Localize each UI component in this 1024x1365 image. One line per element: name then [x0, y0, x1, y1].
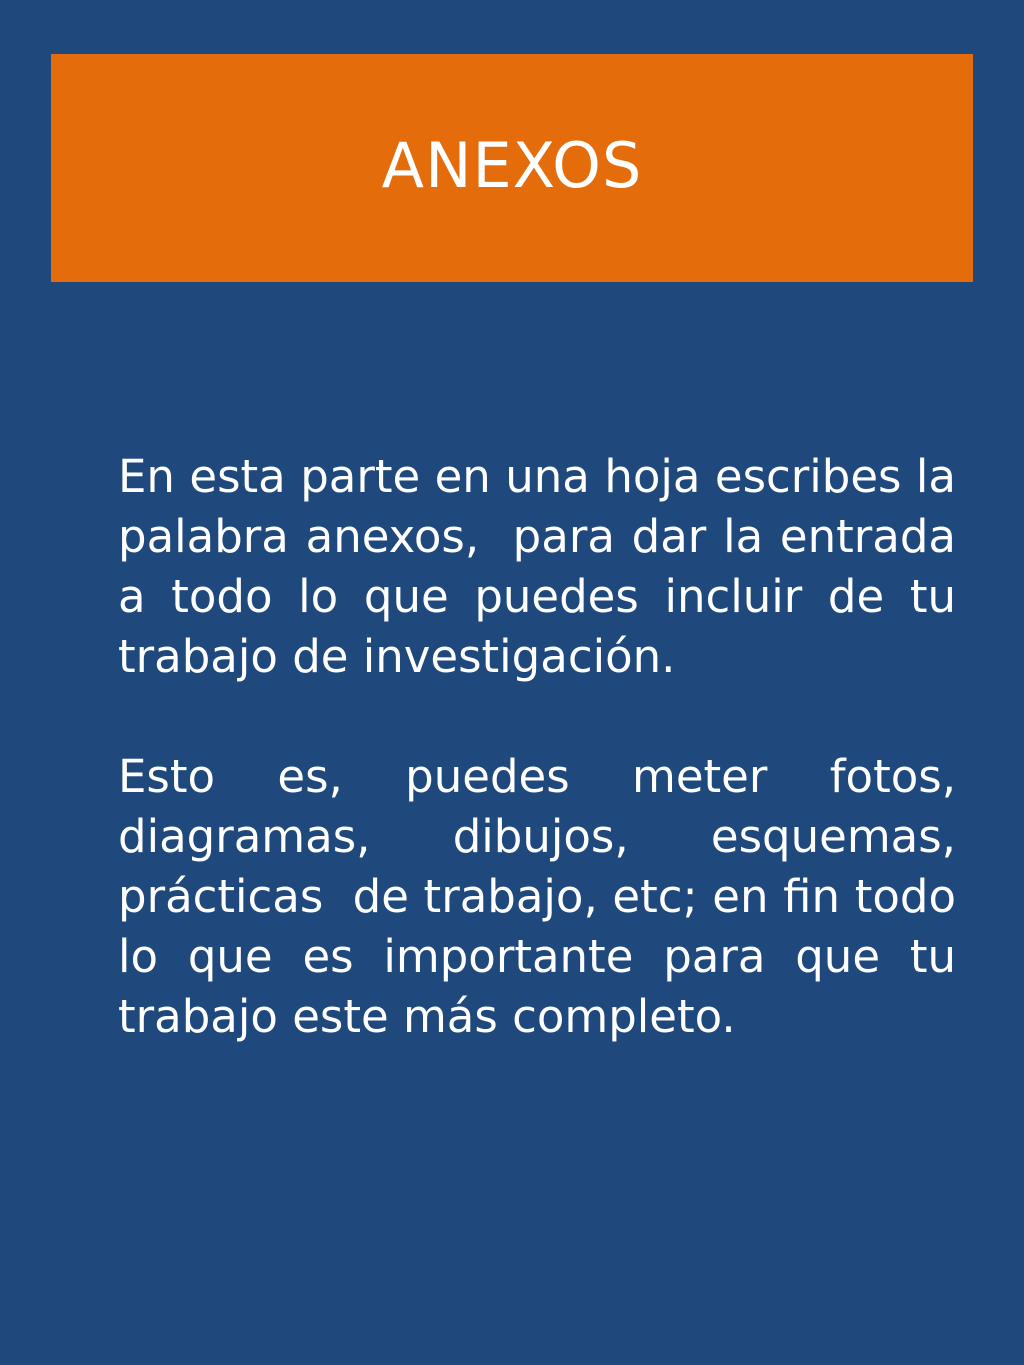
title-banner: [51, 54, 973, 282]
slide-body: [118, 447, 971, 1047]
paragraph-details: Esto es, puedes meter fotos, diagramas, dibujos, esquemas, prácticas de trabajo, etc; en fin todo lo que es importante para que tu trabajo este más completo.: [118, 750, 971, 1043]
slide-title: ANEXOS: [381, 128, 643, 202]
paragraph-intro: En esta parte en una hoja escribes la palabra anexos, para dar la entrada a todo lo que puedes incluir de tu trabajo de investigación.: [118, 450, 971, 683]
